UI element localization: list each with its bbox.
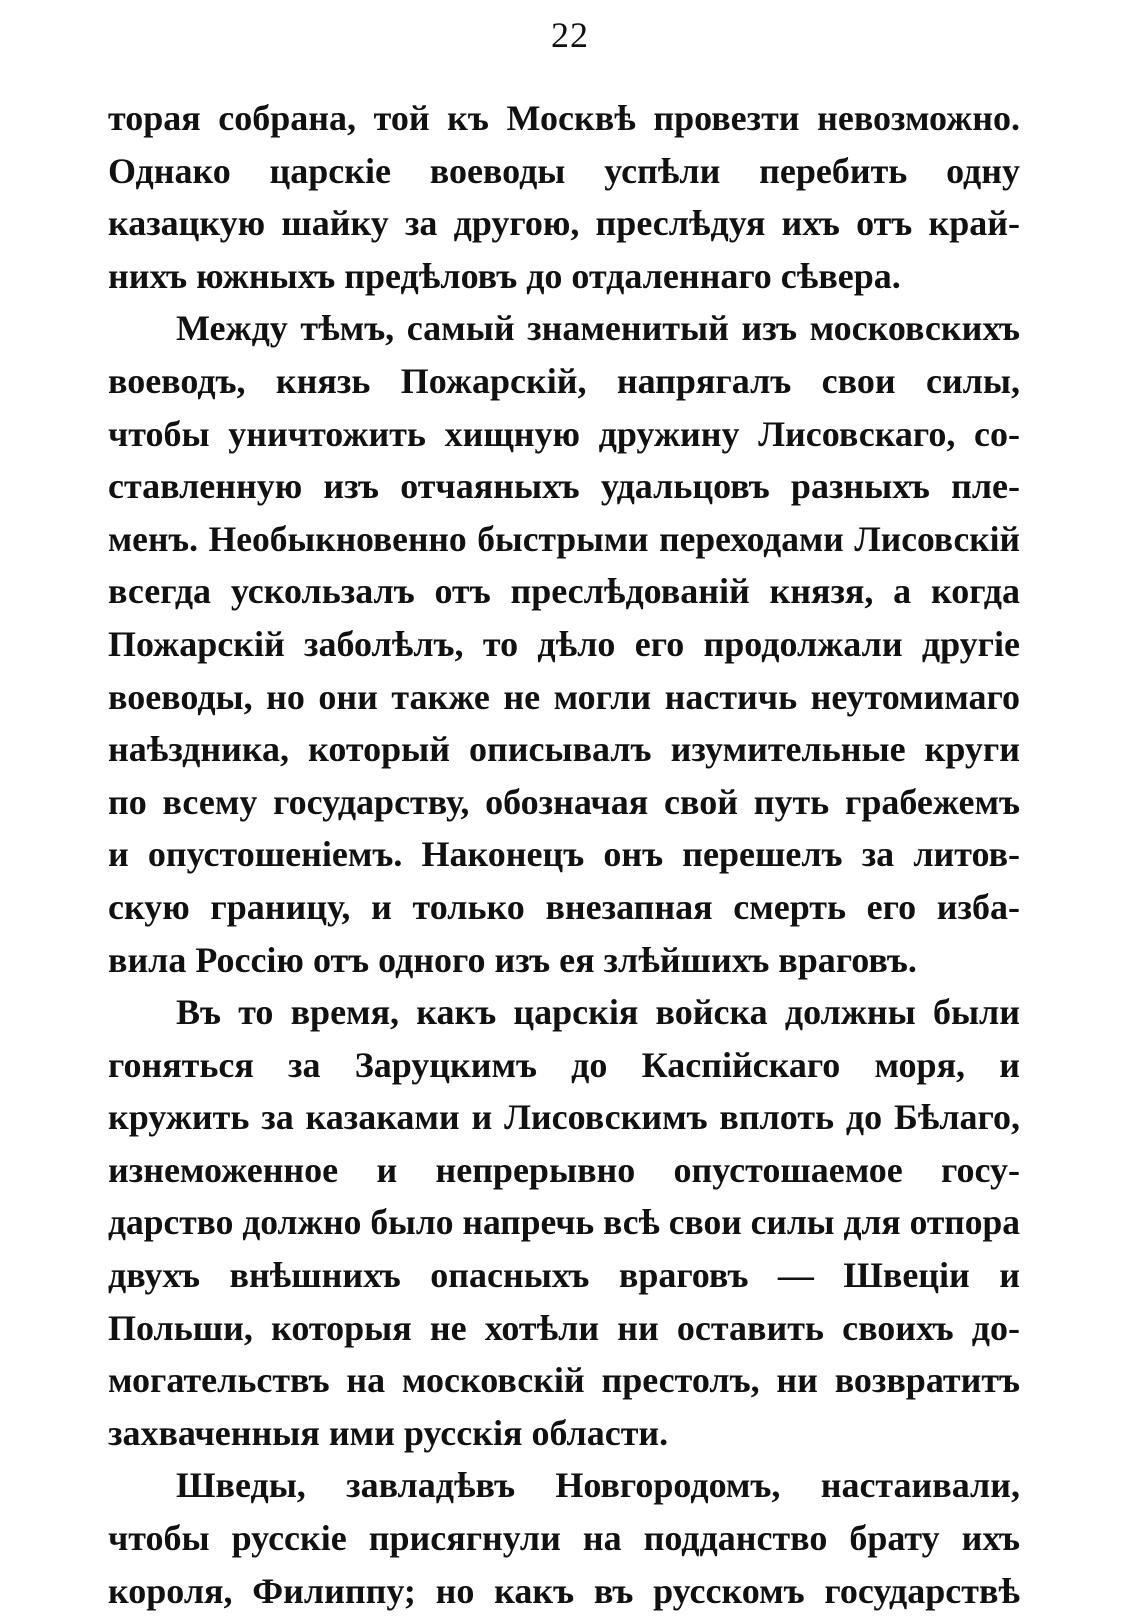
body-text xyxy=(108,92,1020,1617)
text-line: короля, Филиппу; но какъ въ русскомъ государствѣ xyxy=(108,1570,1020,1611)
text-line: Пожарскій заболѣлъ, то дѣло его продолжали другіе xyxy=(108,623,1020,664)
text-line: вила Россію отъ одного изъ ея злѣйшихъ враговъ. xyxy=(108,939,917,980)
text-line: ставленную изъ отчаяныхъ удальцовъ разныхъ пле- xyxy=(108,466,1020,507)
text-line: казацкую шайку за другою, преслѣдуя ихъ отъ край- xyxy=(108,203,1020,244)
text-line: нихъ южныхъ предѣловъ до отдаленнаго сѣвера. xyxy=(108,255,901,296)
text-line: изнеможенное и непрерывно опустошаемое госу- xyxy=(108,1149,1020,1190)
text-line: дарство должно было напречь всѣ свои силы для отпора xyxy=(108,1202,1020,1243)
text-line: Однако царскіе воеводы успѣли перебить одну xyxy=(108,150,1020,191)
text-line: чтобы уничтожить хищную дружину Лисовскаго, со- xyxy=(108,413,1020,454)
text-line: наѣздника, который описывалъ изумительные круги xyxy=(108,729,1020,770)
text-line: и опустошеніемъ. Наконецъ онъ перешелъ за литов- xyxy=(108,834,1020,875)
text-line: торая собрана, той къ Москвѣ провезти невозможно. xyxy=(108,98,1020,138)
text-line: двухъ внѣшнихъ опасныхъ враговъ — Швеціи и xyxy=(108,1255,1020,1296)
text-line: чтобы русскіе присягнули на подданство брату ихъ xyxy=(108,1518,1020,1559)
text-line: Польши, которыя не хотѣли ни оставить своихъ до- xyxy=(108,1307,1020,1348)
text-line: могательствъ на московскій престолъ, ни возвратитъ xyxy=(108,1360,1020,1401)
text-line: Шведы, завладѣвъ Новгородомъ, настаивали, xyxy=(176,1465,1020,1506)
text-line: захваченныя ими русскія области. xyxy=(108,1412,669,1453)
page-number: 22 xyxy=(551,15,589,55)
text-line: всегда ускользалъ отъ преслѣдованій князя, а когда xyxy=(108,571,1020,612)
text-line: менъ. Необыкновенно быстрыми переходами Лисовскій xyxy=(108,518,1020,559)
text-line: Въ то время, какъ царскія войска должны были xyxy=(176,992,1020,1033)
text-line: Между тѣмъ, самый знаменитый изъ московскихъ xyxy=(176,308,1020,349)
text-line: воеводы, но они также не могли настичь неутомимаго xyxy=(108,676,1020,717)
text-line: по всему государству, обозначая свой путь грабежемъ xyxy=(108,781,1020,822)
text-line: скую границу, и только внезапная смерть его изба- xyxy=(108,886,1020,927)
text-line: кружить за казаками и Лисовскимъ вплоть до Бѣлаго, xyxy=(108,1097,1020,1138)
text-line: воеводъ, князь Пожарскій, напрягалъ свои силы, xyxy=(108,360,1020,401)
text-line: гоняться за Заруцкимъ до Каспійскаго моря, и xyxy=(108,1044,1020,1085)
